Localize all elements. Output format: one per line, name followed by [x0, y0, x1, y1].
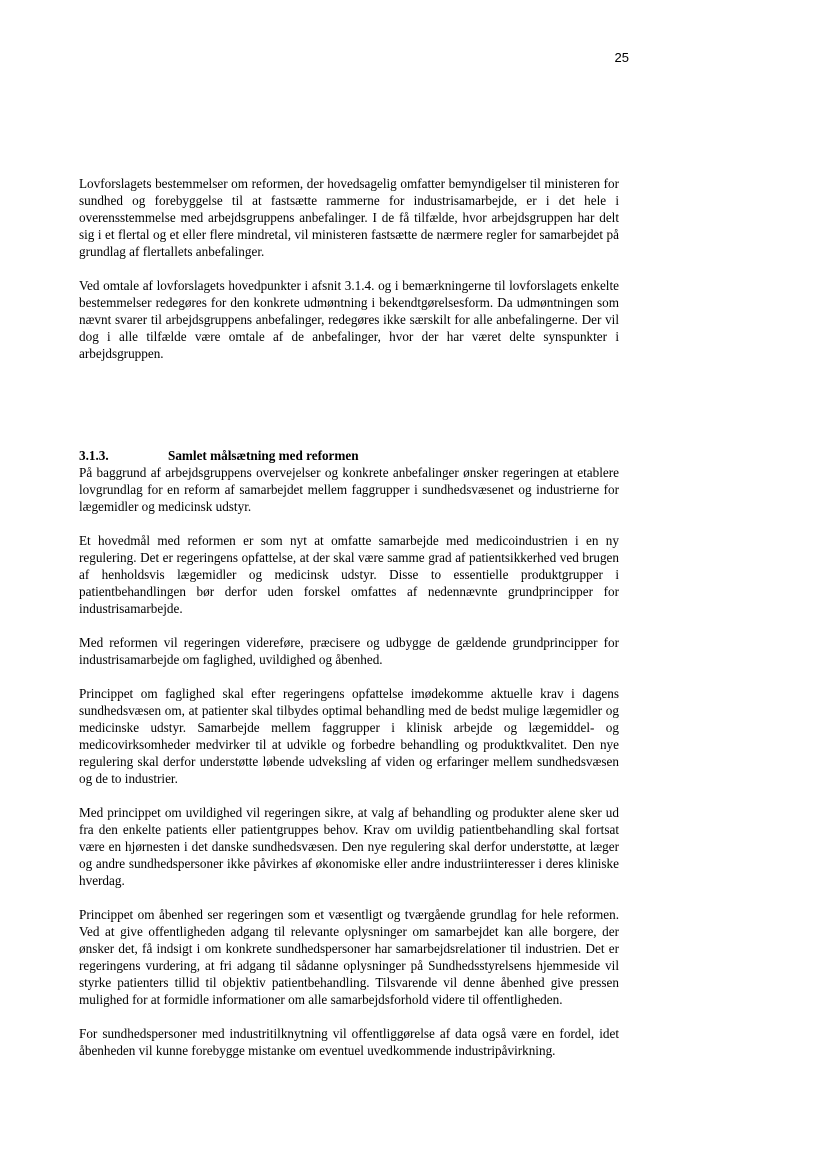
section-spacer: [79, 379, 619, 447]
page-number: 25: [614, 50, 629, 65]
section-paragraph-3: Med reformen vil regeringen videreføre, præcisere og udbygge de gældende grundprincipper for industrisamarbejde om faglighed, uvildighed og åbenhed.: [79, 635, 619, 667]
intro-paragraph-1: Lovforslagets bestemmelser om reformen, der hovedsagelig omfatter bemyndigelser til ministeren for sundhed og forebyggelse til at fastsætte rammerne for industrisamarbejde, er i det hele i overensstemmelse med arbejdsgruppens anbefalinger. I de få tilfælde, hvor arbejdsgruppen har delt sig i et flertal og et eller flere mindretal, vil ministeren fastsætte de nærmere regler for samarbejdet på grundlag af flertallets anbefalinger.: [79, 176, 619, 259]
section-paragraph-5: Med princippet om uvildighed vil regeringen sikre, at valg af behandling og produkter alene sker ud fra den enkelte patients eller patientgruppes behov. Krav om uvildig patientbehandling skal fortsat være en hjørnesten i det danske sundhedsvæsen. Den nye regulering skal derfor understøtte, at læger og andre sundhedspersoner ikke påvirkes af økonomiske eller andre industriinteresser i deres kliniske hverdag.: [79, 805, 619, 888]
section-paragraph-1: På baggrund af arbejdsgruppens overvejelser og konkrete anbefalinger ønsker regeringen at etablere lovgrundlag for en reform af samarbejdet mellem faggrupper i sundhedsvæsenet og industrierne for lægemidler og medicinsk udstyr.: [79, 465, 619, 514]
section-heading: [79, 447, 619, 464]
document-body: [79, 175, 619, 1076]
section-paragraph-7: For sundhedspersoner med industritilknytning vil offentliggørelse af data også være en fordel, idet åbenheden vil kunne forebygge mistanke om eventuel uvedkommende industripåvirkning.: [79, 1026, 619, 1058]
section-paragraph-6: Princippet om åbenhed ser regeringen som et væsentligt og tværgående grundlag for hele reformen. Ved at give offentligheden adgang til relevante oplysninger om samarbejdet kan alle borgere, der ønsker det, få indsigt i om konkrete sundhedspersoner har samarbejdsrelationer til industrien. Det er regeringens vurdering, at fri adgang til sådanne oplysninger på Sundhedsstyrelsens hjemmeside vil styrke patienters tillid til objektiv patientbehandling. Tilsvarende vil denne åbenhed give pressen mulighed for at formidle informationer om alle samarbejdsforhold videre til offentligheden.: [79, 907, 619, 1007]
section-paragraph-4: Princippet om faglighed skal efter regeringens opfattelse imødekomme aktuelle krav i dagens sundhedsvæsen om, at patienter skal tilbydes optimal behandling med de bedst mulige lægemidler og medicinske udstyr. Samarbejde mellem faggrupper i klinisk arbejde og lægemiddel- og medicovirksomheder medvirker til at udvikle og forbedre behandling og produktkvalitet. Den nye regulering skal derfor understøtte løbende udveksling af viden og erfaringer mellem sundhedsvæsen og de to industrier.: [79, 686, 619, 786]
section-title: Samlet målsætning med reformen: [168, 448, 359, 463]
section-number: 3.1.3.: [79, 448, 109, 463]
intro-paragraph-2: Ved omtale af lovforslagets hovedpunkter i afsnit 3.1.4. og i bemærkningerne til lovforslagets enkelte bestemmelser redegøres for den konkrete udmøntning i bekendtgørelsesform. Da udmøntningen som nævnt svarer til arbejdsgruppens anbefalinger, redegøres ikke særskilt for alle anbefalingerne. Der vil dog i alle tilfælde være omtale af de anbefalinger, hvor der har været delte synspunkter i arbejdsgruppen.: [79, 278, 619, 361]
section-paragraph-2: Et hovedmål med reformen er som nyt at omfatte samarbejde med medicoindustrien i en ny regulering. Det er regeringens opfattelse, at der skal være samme grad af patientsikkerhed ved brugen af henholdsvis lægemidler og medicinsk udstyr. Disse to essentielle produktgrupper i patientbehandlingen bør derfor uden forskel omfattes af nedennævnte grundprincipper for industrisamarbejde.: [79, 533, 619, 616]
